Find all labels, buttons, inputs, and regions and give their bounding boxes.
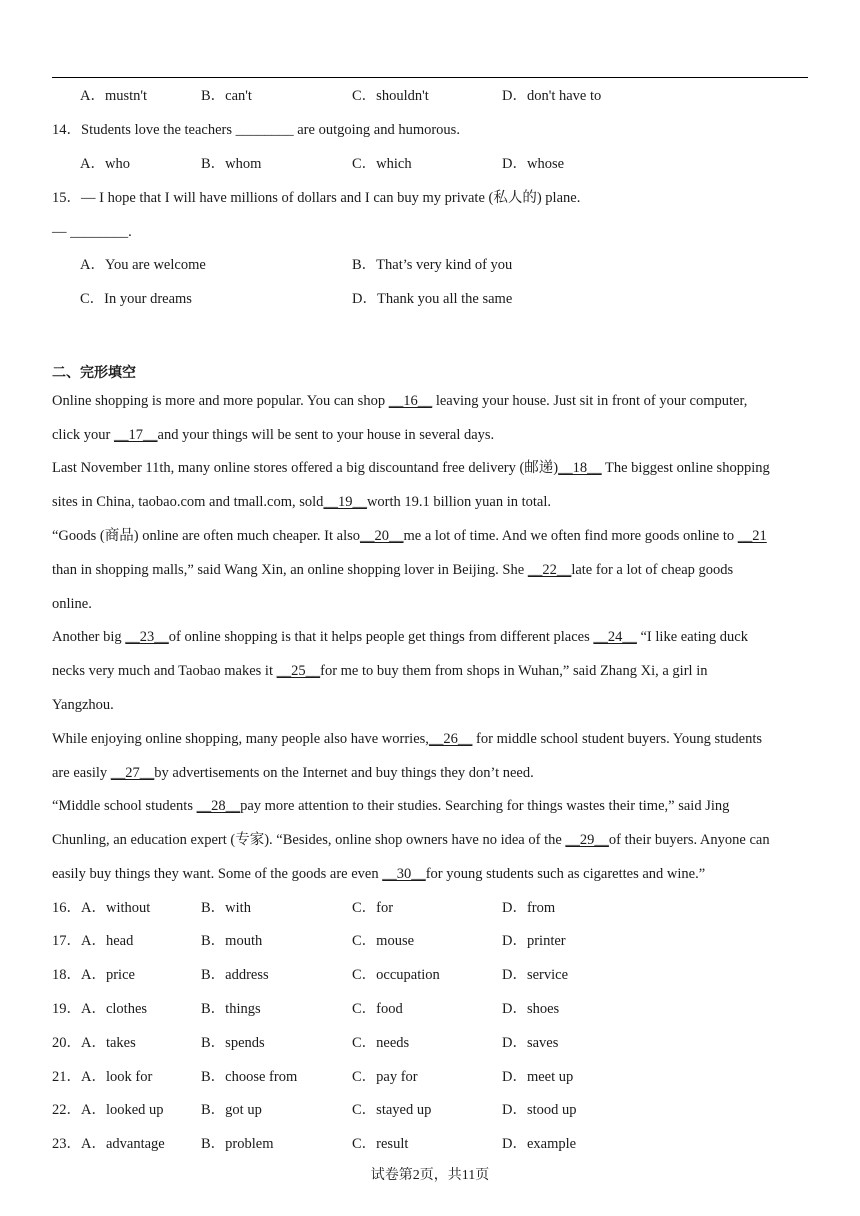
q14-option-d[interactable]: D．whose	[502, 156, 565, 172]
blank-26[interactable]: __26__	[428, 731, 473, 747]
q18-option-a[interactable]: 18．A．price	[52, 967, 135, 983]
passage-line: Another big __23__of online shopping is that it helps people get things from different places __24__ “I like eating duck	[52, 629, 748, 645]
q15-option-c[interactable]: C．In your dreams	[80, 291, 192, 307]
blank-25[interactable]: __25__	[276, 663, 321, 679]
passage-line: than in shopping malls,” said Wang Xin, an online shopping lover in Beijing. She __22__late for a lot of cheap goods	[52, 562, 734, 578]
q13-option-d[interactable]: D．don't have to	[502, 88, 602, 104]
blank-23[interactable]: __23__	[125, 629, 169, 645]
passage-line: sites in China, taobao.com and tmall.com, sold__19__worth 19.1 billion yuan in total.	[52, 494, 551, 510]
q23-option-d[interactable]: D．example	[502, 1136, 577, 1152]
blank-29[interactable]: __29__	[565, 832, 609, 848]
q13-option-a[interactable]: A．mustn't	[80, 88, 148, 104]
blank-17[interactable]: __17__	[114, 427, 158, 443]
blank-22[interactable]: __22__	[527, 562, 572, 578]
q15-reply: — ________.	[52, 224, 132, 240]
q23-option-b[interactable]: B．problem	[201, 1136, 274, 1152]
blank-30[interactable]: __30__	[382, 866, 426, 882]
passage-line: “Goods (商品) online are often much cheaper. It also__20__me a lot of time. And we often find more goods online to __21	[52, 528, 767, 544]
page-footer: 试卷第2页，共11页	[370, 1168, 490, 1183]
q21-option-b[interactable]: B．choose from	[201, 1069, 298, 1085]
blank-19[interactable]: __19__	[323, 494, 367, 510]
q19-option-a[interactable]: 19．A．clothes	[52, 1001, 148, 1017]
blank-24[interactable]: __24__	[593, 629, 637, 645]
q19-option-d[interactable]: D．shoes	[502, 1001, 560, 1017]
q17-option-a[interactable]: 17．A．head	[52, 933, 134, 949]
q14-option-c[interactable]: C．which	[352, 156, 412, 172]
q18-option-d[interactable]: D．service	[502, 967, 569, 983]
q23-option-a[interactable]: 23．A．advantage	[52, 1136, 165, 1152]
passage-line: easily buy things they want. Some of the goods are even __30__for young students such as cigarettes and wine.”	[52, 866, 706, 882]
q23-option-c[interactable]: C．result	[352, 1136, 409, 1152]
q22-option-b[interactable]: B．got up	[201, 1102, 262, 1118]
q14-option-a[interactable]: A．who	[80, 156, 130, 172]
q17-option-d[interactable]: D．printer	[502, 933, 566, 949]
q20-option-d[interactable]: D．saves	[502, 1035, 559, 1051]
passage-line: “Middle school students __28__pay more attention to their studies. Searching for things wastes their time,” said Jing	[52, 798, 730, 814]
header-rule	[52, 77, 808, 78]
passage-line: Chunling, an education expert (专家). “Besides, online shop owners have no idea of the __29__of their buyers. Anyone can	[52, 832, 770, 848]
q15-option-d[interactable]: D．Thank you all the same	[352, 291, 513, 307]
q15-option-a[interactable]: A．You are welcome	[80, 257, 206, 273]
q19-option-c[interactable]: C．food	[352, 1001, 403, 1017]
q20-option-c[interactable]: C．needs	[352, 1035, 410, 1051]
passage-line: While enjoying online shopping, many people also have worries,__26__ for middle school student buyers. Young students	[52, 731, 763, 747]
blank-18[interactable]: __18__	[558, 460, 602, 476]
q22-option-c[interactable]: C．stayed up	[352, 1102, 432, 1118]
q22-option-a[interactable]: 22．A．looked up	[52, 1102, 164, 1118]
passage-line: Last November 11th, many online stores offered a big discountand free delivery (邮递)__18__ The biggest online shopping	[52, 460, 770, 476]
q21-option-c[interactable]: C．pay for	[352, 1069, 418, 1085]
blank-16[interactable]: __16__	[388, 393, 433, 409]
passage-line: necks very much and Taobao makes it __25__for me to buy them from shops in Wuhan,” said Zhang Xi, a girl in	[52, 663, 708, 679]
blank-28[interactable]: __28__	[196, 798, 241, 814]
passage-line: Online shopping is more and more popular. You can shop __16__ leaving your house. Just sit in front of your computer,	[52, 393, 748, 409]
q16-option-d[interactable]: D．from	[502, 900, 556, 916]
passage-line: online.	[52, 596, 92, 612]
passage-line: Yangzhou.	[52, 697, 114, 713]
q22-option-d[interactable]: D．stood up	[502, 1102, 577, 1118]
q21-option-d[interactable]: D．meet up	[502, 1069, 574, 1085]
blank-20[interactable]: __20__	[360, 528, 404, 544]
q17-option-c[interactable]: C．mouse	[352, 933, 415, 949]
q20-option-a[interactable]: 20．A．takes	[52, 1035, 136, 1051]
q15-stem: 15．— I hope that I will have millions of dollars and I can buy my private (私人的) plane.	[52, 190, 581, 206]
q20-option-b[interactable]: B．spends	[201, 1035, 265, 1051]
passage-line: click your __17__and your things will be sent to your house in several days.	[52, 427, 495, 443]
q14-option-b[interactable]: B．whom	[201, 156, 262, 172]
q13-option-b[interactable]: B．can't	[201, 88, 252, 104]
q17-option-b[interactable]: B．mouth	[201, 933, 263, 949]
passage-line: are easily __27__by advertisements on the Internet and buy things they don’t need.	[52, 765, 534, 781]
blank-27[interactable]: __27__	[110, 765, 155, 781]
q19-option-b[interactable]: B．things	[201, 1001, 261, 1017]
q14-stem: 14．Students love the teachers ________ are outgoing and humorous.	[52, 122, 460, 138]
q18-option-b[interactable]: B．address	[201, 967, 269, 983]
q21-option-a[interactable]: 21．A．look for	[52, 1069, 153, 1085]
q16-option-b[interactable]: B．with	[201, 900, 251, 916]
q16-option-c[interactable]: C．for	[352, 900, 394, 916]
blank-21[interactable]: __21	[737, 528, 767, 544]
q13-option-c[interactable]: C．shouldn't	[352, 88, 429, 104]
q16-option-a[interactable]: 16．A．without	[52, 900, 151, 916]
q15-option-b[interactable]: B．That’s very kind of you	[352, 257, 513, 273]
q18-option-c[interactable]: C．occupation	[352, 967, 440, 983]
section-heading: 二、完形填空	[52, 365, 136, 381]
